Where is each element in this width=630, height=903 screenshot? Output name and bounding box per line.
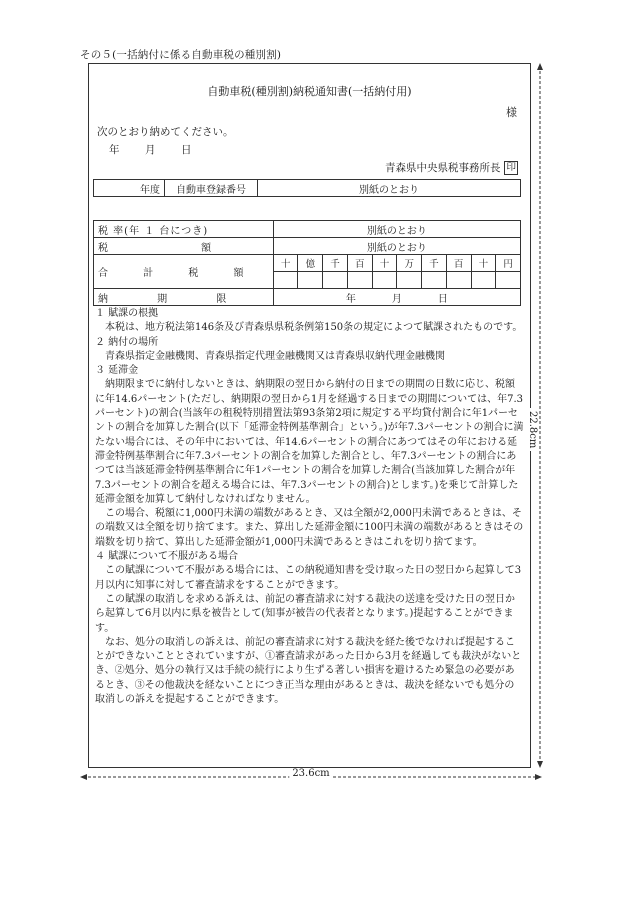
section-heading: ２ 納付の場所	[95, 336, 159, 348]
width-label: 23.6cm	[289, 768, 332, 779]
section-paragraph: 青森県指定金融機関、青森県指定代理金融機関又は青森県収納代理金融機関	[105, 350, 445, 362]
digit-cell	[422, 272, 447, 289]
intro-text: 次のとおり納めてください。	[97, 126, 234, 138]
caption: その５(一括納付に係る自動車税の種別割)	[80, 49, 282, 61]
digit-header: 億	[298, 255, 323, 272]
notice-title: 自動車税(種別割)納税通知書(一括納付用)	[207, 85, 412, 98]
due-day: 日	[437, 293, 448, 305]
fiscal-year-label: 年度	[94, 180, 165, 197]
height-label: 22.8cm	[527, 408, 538, 451]
vehicle-table-value: 別紙のとおり	[258, 180, 521, 197]
section-paragraph: この賦課について不服がある場合には、この納税通知書を受け取った日の翌日から起算して3月以内に知事に対して審査請求をすることができます。	[95, 565, 522, 591]
section-heading: ３ 延滞金	[95, 365, 139, 377]
digit-cell	[446, 272, 471, 289]
date-day: 日	[181, 144, 192, 156]
addressee-suffix: 様	[506, 106, 517, 119]
digit-header: 百	[446, 255, 471, 272]
digit-cell	[323, 272, 348, 289]
digit-header: 百	[347, 255, 372, 272]
date-month: 月	[145, 144, 156, 156]
tax-amount-label: 税 額	[94, 238, 274, 255]
due-month: 月	[391, 293, 402, 305]
digit-cell	[496, 272, 521, 289]
digit-header: 千	[323, 255, 348, 272]
tax-table	[93, 220, 521, 306]
section-paragraph: この場合、税額に1,000円未満の端数があるとき、又は全額が2,000円未満であるときは、その端数又は全額を切り捨てます。また、算出した延滞金額に100円未満の端数があるときはその端数を切り捨て、算出した延滞金額が1,000円未満であるときはこれを切り捨てます。	[95, 508, 524, 548]
office-name: 青森県中央県税事務所長	[384, 162, 501, 174]
digit-cell	[397, 272, 422, 289]
due-date-value	[273, 289, 520, 306]
digit-cell	[273, 272, 298, 289]
digit-header: 十	[471, 255, 496, 272]
section-paragraph: なお、処分の取消しの訴えは、前記の審査請求に対する裁決を経た後でなければ提起することができないこととされていますが、①審査請求があった日から3月を経過しても裁決がないとき、②処分、処分の執行又は手続の続行により生ずる著しい損害を避けるため緊急の必要があるとき、③その他裁決を経ないことにつき正当な理由があるときは、裁決を経ないでも処分の取消しの訴えを提起することができます。	[95, 636, 522, 706]
digit-header: 十	[273, 255, 298, 272]
digit-header: 万	[397, 255, 422, 272]
digit-cell	[372, 272, 397, 289]
notice-frame	[88, 63, 531, 768]
total-tax-label: 合 計 税 額	[94, 255, 274, 289]
section-paragraph: 本税は、地方税法第146条及び青森県県税条例第150条の規定によつて賦課されたものです。	[105, 322, 523, 334]
section-heading: １ 賦課の根拠	[95, 308, 159, 319]
due-year: 年	[345, 293, 356, 305]
digit-cell	[298, 272, 323, 289]
section-paragraph: 納期限までに納付しないときは、納期限の翌日から納付の日までの期間の日数に応じ、税額に年14.6パーセント(ただし、納期限の翌日から1月を経過する日までの期間については、年7.3パーセント)の割合(当該年の租税特別措置法第93条第2項に規定する平均貸付割合に年1パーセントの割合を加算した割合(以下「延滞金特例基準割合」という。)が年7.3パーセントの割合に満たない場合には、その年中においては、年14.6パーセントの割合にあつてはその年における延滞金特例基準割合に年7.3パーセントの割合を加算した割合とし、年7.3パーセントの割合にあつては当該延滞金特例基準割合に年1パーセントの割合を加算した割合(当該加算した割合が年7.3パーセントの割合を超える場合には、年7.3パーセントの割合)とします。)を乗じて計算した延滞金額を加算して納付しなければなりません。	[95, 379, 524, 505]
tax-rate-label: 税 率(年 １ 台につき)	[94, 221, 274, 238]
registration-label: 自動車登録番号	[165, 180, 258, 197]
width-dimension	[80, 768, 542, 786]
issuer	[385, 160, 518, 175]
digit-header: 千	[422, 255, 447, 272]
vehicle-table	[93, 179, 521, 197]
notice-body	[95, 307, 524, 707]
due-date-label: 納 期 限	[94, 289, 274, 306]
section-heading: ４ 賦課について不服がある場合	[95, 551, 238, 563]
date-year: 年	[109, 144, 120, 156]
height-dimension	[528, 63, 552, 768]
seal-mark: 印	[506, 161, 516, 173]
digit-cell	[471, 272, 496, 289]
section-paragraph: この賦課の取消しを求める訴えは、前記の審査請求に対する裁決の送達を受けた日の翌日から起算して6月以内に県を被告として(知事が被告の代表者となります。)提起することができます。	[95, 593, 515, 634]
digit-header: 円	[496, 255, 521, 272]
tax-rate-value: 別紙のとおり	[273, 221, 520, 238]
tax-amount-value: 別紙のとおり	[273, 238, 520, 255]
digit-header: 十	[372, 255, 397, 272]
digit-cell	[347, 272, 372, 289]
